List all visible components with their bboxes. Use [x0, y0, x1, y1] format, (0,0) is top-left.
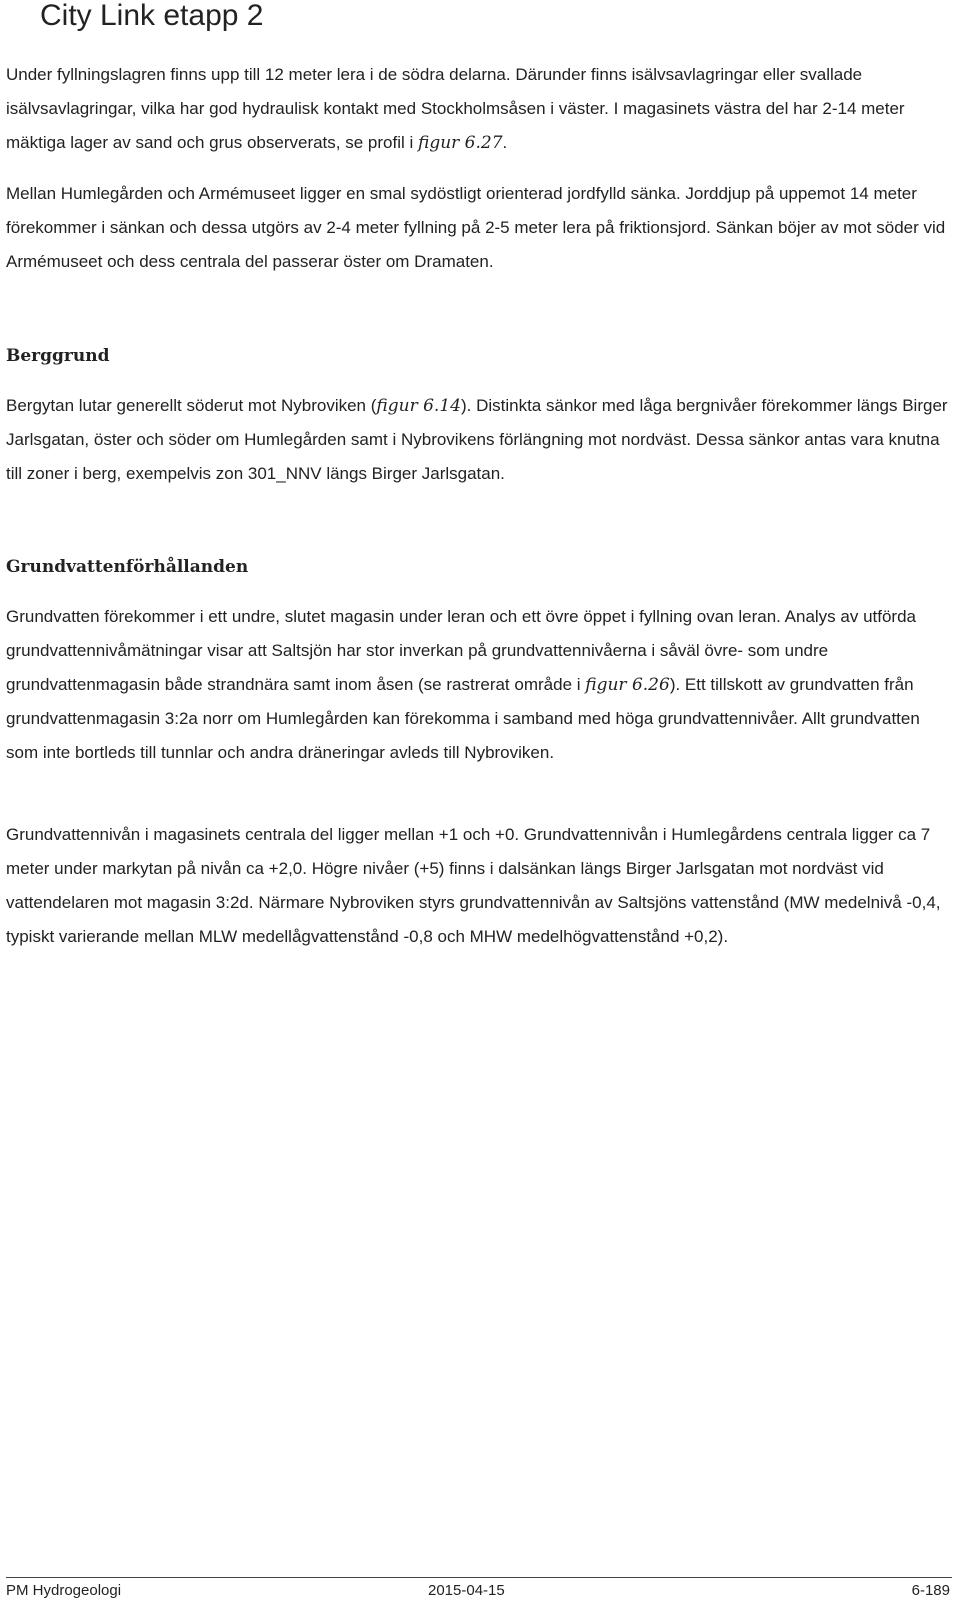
paragraph-text: ). Distinkta sänkor med låga bergnivåer förekommer längs Birger Jarlsgatan, öster och söder om Humlegården samt i Nybrovikens förlängning mot nordväst. Dessa sänkor antas vara knutna till zoner i berg, exempelvis zon 301_NNV längs Birger Jarlsgatan. [6, 396, 948, 483]
page-title: City Link etapp 2 [40, 0, 264, 32]
paragraph-fill-layers [6, 58, 952, 160]
paragraph-text: Bergytan lutar generellt söderut mot Nybroviken ( [6, 396, 377, 415]
footer-page-number: 6-189 [911, 1582, 950, 1599]
paragraph-text: Under fyllningslagren finns upp till 12 meter lera i de södra delarna. Därunder finns isälvsavlagringar eller svallade isälvsavlagringar, vilka har god hydraulisk kontakt med Stockholmsåsen i väster. I magasinets västra del har 2-14 meter mäktiga lager av sand och grus observerats, se profil i [6, 65, 905, 152]
footer-document-name: PM Hydrogeologi [6, 1582, 122, 1599]
paragraph-text: Grundvatten förekommer i ett undre, slutet magasin under leran och ett övre öppet i fyllning ovan leran. Analys av utförda grundvattennivåmätningar visar att Saltsjön har stor inverkan på grundvattennivåerna i såväl övre- som undre grundvattenmagasin både strandnära samt inom åsen (se rastrerat område i [6, 607, 917, 694]
figure-reference-link[interactable]: figur 6.27 [417, 133, 503, 153]
paragraph-text: ). Ett tillskott av grundvatten från grundvattenmagasin 3:2a norr om Humlegården kan förekomma i samband med höga grundvattennivåer. Allt grundvatten som inte bortleds till tunnlar och andra dräneringar avleds till Nybroviken. [6, 675, 920, 762]
paragraph-text: . [502, 133, 508, 152]
paragraph-groundwater [6, 600, 952, 770]
footer-date: 2015-04-15 [428, 1582, 505, 1599]
paragraph-groundwater-levels: Grundvattennivån i magasinets centrala del ligger mellan +1 och +0. Grundvattennivån i Humlegårdens centrala ligger ca 7 meter under markytan på nivån ca +2,0. Högre nivåer (+5) finns i dalsänkan längs Birger Jarlsgatan mot nordväst vid vattendelaren mot magasin 3:2d. Närmare Nybroviken styrs grundvattennivån av Saltsjöns vattenstånd (MW medelnivå -0,4, typiskt varierande mellan MLW medellågvattenstånd -0,8 och MHW medelhögvattenstånd +0,2). [6, 825, 941, 946]
heading-grundvatten: Grundvattenförhållanden [6, 557, 249, 577]
footer-divider [6, 1577, 952, 1578]
figure-reference-link[interactable]: figur 6.14 [376, 396, 461, 416]
heading-berggrund: Berggrund [6, 346, 110, 366]
figure-reference-link[interactable]: figur 6.26 [585, 675, 670, 695]
paragraph-depression: Mellan Humlegården och Armémuseet ligger en smal sydöstligt orienterad jordfylld sänka. Jorddjup på uppemot 14 meter förekommer i sänkan och dessa utgörs av 2-4 meter fyllning på 2-5 meter lera på friktionsjord. Sänkan böjer av mot söder vid Armémuseet och dess centrala del passerar öster om Dramaten. [6, 184, 946, 271]
paragraph-bedrock [6, 389, 952, 491]
